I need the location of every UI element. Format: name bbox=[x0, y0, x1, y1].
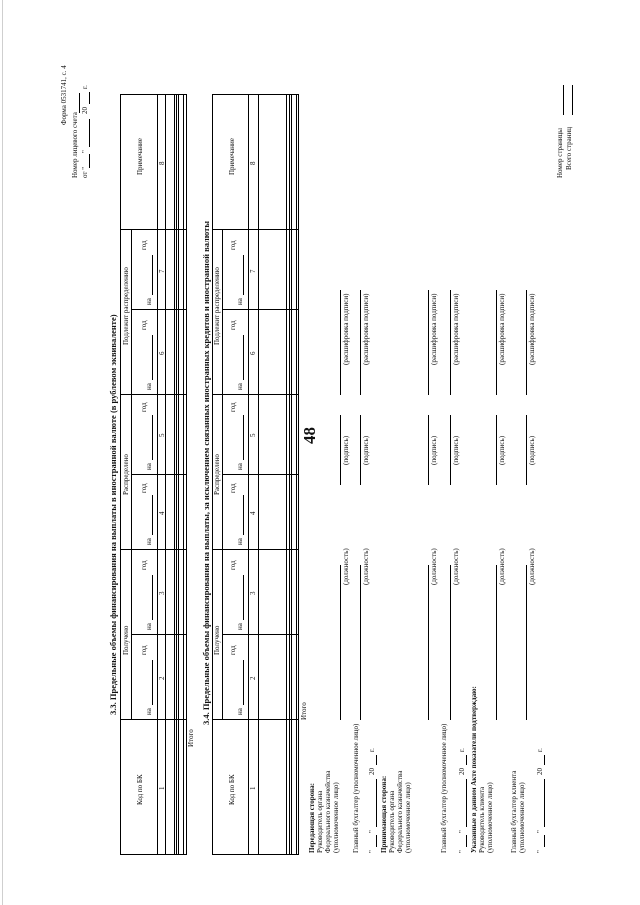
ukazannye-label: Указанные в данном Акте показатели подтверждаю: bbox=[470, 686, 478, 853]
date-open-quote: " bbox=[368, 850, 376, 853]
na-label: на bbox=[145, 623, 153, 630]
god-label: год bbox=[140, 402, 148, 412]
date-open-quote: " bbox=[536, 850, 544, 853]
fed-kazn-2: Федерального казначейства bbox=[396, 770, 404, 853]
dolzhnost-caption: (должность) bbox=[362, 548, 370, 585]
col-number: 2 bbox=[158, 676, 166, 680]
date-year: 20 bbox=[536, 768, 544, 775]
section-34-title: 3.4. Предельные объемы финансирования на выплаты, за исключением связанных иностранных кредитов и иностранной валюты bbox=[201, 221, 211, 725]
date-day-line bbox=[89, 154, 90, 168]
date-prefix: от " bbox=[81, 166, 89, 178]
na-label: на bbox=[236, 298, 244, 305]
dolzhnost-caption: (должность) bbox=[430, 548, 438, 585]
prinimayushaya-label: Принимающая сторона: bbox=[380, 775, 388, 853]
rukovoditel-organa-2: Руководитель органа bbox=[388, 790, 396, 853]
rasshifrovka-caption: (расшифровка подписи) bbox=[498, 293, 506, 365]
date-year: 20 bbox=[458, 768, 466, 775]
ruk-klienta-label: Руководитель клиента bbox=[478, 786, 486, 853]
col-number: 4 bbox=[249, 511, 257, 515]
podpis-caption: (подпись) bbox=[528, 435, 536, 465]
god-label: год bbox=[140, 320, 148, 330]
itogo-label: Итого bbox=[187, 729, 195, 747]
group-podlezhit: Подлежит распределению bbox=[122, 267, 130, 345]
na-label: на bbox=[236, 463, 244, 470]
god-label: год bbox=[229, 320, 237, 330]
glavbuh-label: Главный бухгалтер (уполномоченное лицо) bbox=[352, 723, 360, 853]
god-label: год bbox=[140, 483, 148, 493]
peredayushaya-label: Передающая сторона: bbox=[308, 782, 316, 853]
date-suffix: г. bbox=[81, 85, 89, 89]
god-label: год bbox=[229, 645, 237, 655]
date-month-line bbox=[89, 119, 90, 147]
col-primechanie: Примечание bbox=[228, 138, 236, 175]
date-year: 20 bbox=[81, 107, 89, 114]
rasshifrovka-caption: (расшифровка подписи) bbox=[362, 293, 370, 365]
god-label: год bbox=[229, 240, 237, 250]
na-label: на bbox=[236, 708, 244, 715]
dolzhnost-caption: (должность) bbox=[498, 548, 506, 585]
col-number: 5 bbox=[158, 433, 166, 437]
col-number: 8 bbox=[158, 161, 166, 165]
form-label: Форма 0531741, с. 4 bbox=[60, 65, 68, 125]
dolzhnost-caption: (должность) bbox=[452, 548, 460, 585]
rasshifrovka-caption: (расшифровка подписи) bbox=[528, 293, 536, 365]
date-close-quote: " bbox=[458, 830, 466, 833]
fed-kazn: Федерального казначейства bbox=[324, 770, 332, 853]
col-number: 2 bbox=[249, 676, 257, 680]
page-number: 48 bbox=[300, 427, 319, 444]
god-label: год bbox=[140, 560, 148, 570]
na-label: на bbox=[145, 383, 153, 390]
rasshifrovka-caption: (расшифровка подписи) bbox=[342, 293, 350, 365]
upoln-lico: (уполномоченное лицо) bbox=[332, 782, 340, 853]
date-close-quote: " bbox=[536, 830, 544, 833]
na-label: на bbox=[236, 623, 244, 630]
dolzhnost-caption: (должность) bbox=[528, 548, 536, 585]
col-number: 4 bbox=[158, 511, 166, 515]
group-raspredeleno: Распределено bbox=[213, 454, 221, 495]
group-podlezhit: Подлежит распределению bbox=[213, 267, 221, 345]
na-label: на bbox=[236, 538, 244, 545]
na-label: на bbox=[236, 383, 244, 390]
podpis-caption: (подпись) bbox=[452, 435, 460, 465]
upoln-lico-2: (уполномоченное лицо) bbox=[404, 782, 412, 853]
col-kod-header: Код по БК bbox=[136, 774, 144, 805]
col-number: 8 bbox=[249, 161, 257, 165]
col-number: 3 bbox=[158, 591, 166, 595]
date-quote: " bbox=[81, 150, 89, 153]
date-open-quote: " bbox=[458, 850, 466, 853]
nomer-stranicy-label: Номер страницы bbox=[556, 127, 564, 178]
col-kod-header: Код по БК bbox=[228, 774, 236, 805]
glavbuh-klienta-label: Главный бухгалтер клиента bbox=[510, 770, 518, 853]
col-number: 6 bbox=[249, 351, 257, 355]
group-polucheno: Получено bbox=[213, 625, 221, 655]
date-close-quote: " bbox=[368, 830, 376, 833]
account-label: Номер лицевого счета bbox=[71, 112, 79, 178]
god-label: год bbox=[229, 402, 237, 412]
god-label: год bbox=[229, 560, 237, 570]
col-primechanie: Примечание bbox=[136, 138, 144, 175]
na-label: на bbox=[145, 708, 153, 715]
god-label: год bbox=[229, 483, 237, 493]
itogo-label: Итого bbox=[300, 702, 308, 720]
god-label: год bbox=[140, 645, 148, 655]
col-number: 7 bbox=[158, 269, 166, 273]
rasshifrovka-caption: (расшифровка подписи) bbox=[430, 293, 438, 365]
section-33-title: 3.3. Предельные объемы финансирования на выплаты в иностранной валюте (в рублевом эквиваленте) bbox=[108, 314, 118, 715]
podpis-caption: (подпись) bbox=[362, 435, 370, 465]
dolzhnost-caption: (должность) bbox=[342, 548, 350, 585]
podpis-caption: (подпись) bbox=[342, 435, 350, 465]
rasshifrovka-caption: (расшифровка подписи) bbox=[452, 293, 460, 365]
account-number-line bbox=[79, 93, 80, 113]
upoln-lico-4: (уполномоченное лицо) bbox=[518, 782, 526, 853]
col-number: 6 bbox=[158, 351, 166, 355]
date-year: 20 bbox=[368, 768, 376, 775]
date-g: г. bbox=[458, 748, 466, 752]
date-year-line bbox=[89, 92, 90, 104]
vsego-stranic-label: Всего страниц bbox=[565, 126, 573, 170]
date-g: г. bbox=[536, 748, 544, 752]
group-raspredeleno: Распределено bbox=[122, 454, 130, 495]
col-number: 5 bbox=[249, 433, 257, 437]
upoln-lico-3: (уполномоченное лицо) bbox=[486, 782, 494, 853]
group-polucheno: Получено bbox=[122, 625, 130, 655]
podpis-caption: (подпись) bbox=[430, 435, 438, 465]
rukovoditel-organa: Руководитель органа bbox=[316, 790, 324, 853]
na-label: на bbox=[145, 298, 153, 305]
na-label: на bbox=[145, 463, 153, 470]
god-label: год bbox=[140, 240, 148, 250]
date-g: г. bbox=[368, 748, 376, 752]
col-number: 1 bbox=[158, 786, 166, 790]
col-number: 3 bbox=[249, 591, 257, 595]
glavbuh-label-2: Главный бухгалтер (уполномоченное лицо) bbox=[440, 723, 448, 853]
col-number: 1 bbox=[249, 786, 257, 790]
col-number: 7 bbox=[249, 269, 257, 273]
podpis-caption: (подпись) bbox=[498, 435, 506, 465]
na-label: на bbox=[145, 538, 153, 545]
